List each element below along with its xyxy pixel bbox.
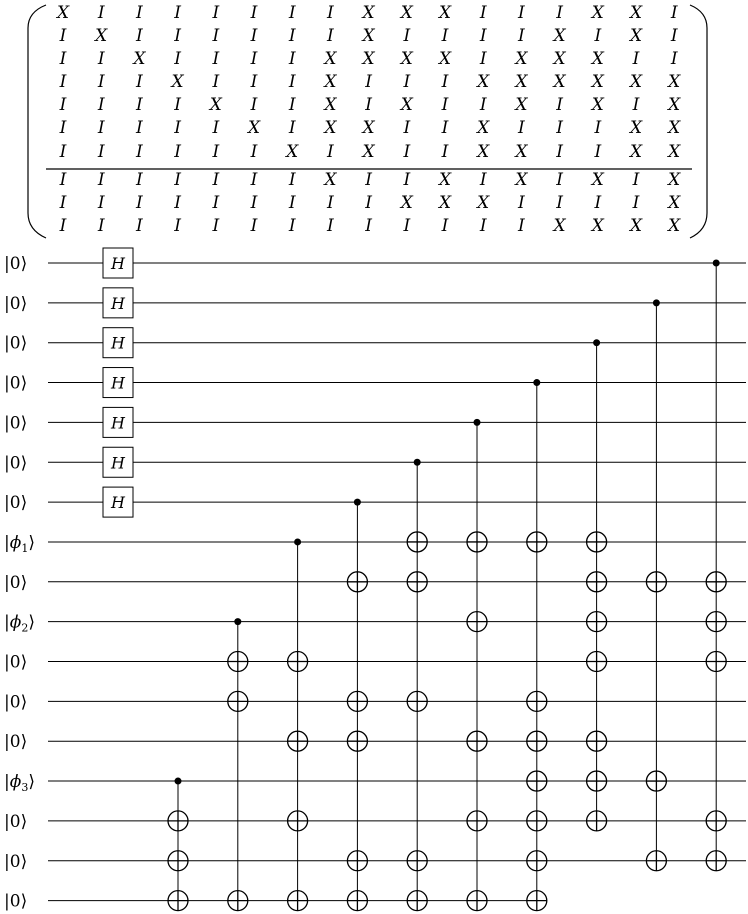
matrix-entry: I	[327, 193, 334, 213]
target-xor	[527, 691, 547, 711]
matrix-entry: I	[288, 3, 296, 23]
matrix-entry: I	[441, 95, 449, 115]
cnot-column	[646, 299, 666, 870]
matrix-entry: I	[594, 118, 602, 138]
matrix-entry: X	[400, 193, 413, 213]
matrix-entry: X	[553, 49, 566, 69]
target-xor	[646, 851, 666, 871]
matrix-entry: X	[438, 170, 452, 190]
matrix-entry: X	[56, 3, 70, 23]
target-xor	[706, 652, 726, 672]
target-xor	[706, 811, 726, 831]
matrix-entry: I	[97, 216, 105, 236]
matrix-entry: I	[365, 216, 372, 236]
qubit-label: |0⟩	[4, 732, 28, 753]
matrix-entry: I	[403, 216, 411, 236]
target-xor	[347, 691, 367, 711]
matrix-entry: I	[403, 142, 411, 162]
matrix-entry: I	[288, 170, 296, 190]
matrix-entry: I	[212, 72, 220, 92]
matrix-entry: I	[212, 170, 220, 190]
qubit-label: |0⟩	[4, 493, 28, 514]
target-xor	[228, 652, 248, 672]
matrix-entry: I	[441, 118, 449, 138]
matrix-entry: I	[479, 170, 487, 190]
svg-text:H: H	[111, 254, 125, 273]
matrix-entry: I	[136, 95, 143, 115]
matrix-entry: I	[174, 142, 181, 162]
matrix-entry: X	[515, 142, 528, 162]
matrix-entry: X	[133, 49, 146, 69]
matrix-entry: X	[668, 193, 681, 213]
matrix-entry: I	[136, 216, 143, 236]
matrix-entry: X	[668, 170, 681, 190]
target-xor	[407, 851, 427, 871]
matrix-entry: I	[136, 72, 143, 92]
matrix-entry: X	[247, 118, 261, 138]
matrix-entry: I	[59, 26, 67, 46]
matrix-entry: I	[59, 49, 67, 69]
matrix-entry: I	[250, 3, 258, 23]
matrix-entry: X	[553, 216, 566, 236]
matrix-entry: I	[250, 216, 258, 236]
matrix-entry: I	[518, 193, 525, 213]
matrix-entry: I	[327, 216, 334, 236]
target-xor	[288, 731, 308, 751]
matrix-entry: I	[59, 170, 67, 190]
target-xor	[407, 532, 427, 552]
target-xor	[168, 811, 188, 831]
qubit-label: $|\phi_1⟩$	[4, 532, 35, 555]
control-dot	[414, 459, 421, 466]
matrix-entry: X	[515, 72, 528, 92]
matrix-entry: X	[362, 142, 375, 162]
matrix-entry: I	[518, 3, 525, 23]
matrix-entry: X	[324, 118, 337, 138]
target-xor	[587, 731, 607, 751]
qubit-label: |0⟩	[4, 333, 28, 354]
matrix-entry: I	[136, 193, 143, 213]
matrix-entry: I	[174, 49, 181, 69]
matrix-entry: X	[438, 49, 452, 69]
matrix-entry: I	[518, 118, 525, 138]
cnot-column	[288, 538, 308, 910]
matrix-left-parenthesis	[28, 5, 46, 238]
matrix-entry: I	[59, 72, 67, 92]
qubit-label: |0⟩	[4, 413, 28, 434]
qubit-label: |0⟩	[4, 293, 28, 314]
matrix-entry: I	[288, 26, 296, 46]
target-xor	[168, 891, 188, 911]
matrix-entry: I	[59, 216, 67, 236]
svg-text:H: H	[111, 333, 125, 353]
qubit-label: $|\phi_3⟩$	[4, 772, 35, 795]
target-xor	[467, 532, 487, 552]
matrix-entry: I	[59, 193, 67, 213]
target-xor	[527, 891, 547, 911]
svg-text:H: H	[111, 293, 125, 313]
matrix-entry: X	[591, 170, 604, 190]
matrix-entry: X	[629, 26, 643, 46]
target-xor	[347, 851, 367, 871]
target-xor	[527, 771, 547, 791]
matrix-entry: I	[59, 142, 67, 162]
matrix-entry: X	[324, 49, 337, 69]
matrix-entry: I	[479, 49, 487, 69]
hadamard-gate	[103, 248, 133, 278]
hadamard-gate	[103, 447, 133, 477]
matrix-entry: X	[668, 72, 681, 92]
matrix-entry: X	[477, 193, 490, 213]
hadamard-gate	[103, 407, 133, 437]
matrix-entry: I	[441, 142, 449, 162]
matrix-entry: I	[632, 193, 640, 213]
matrix-entry: X	[668, 142, 681, 162]
matrix-entry: I	[594, 142, 602, 162]
target-xor	[467, 731, 487, 751]
control-dot	[653, 299, 660, 306]
matrix-entry: X	[362, 118, 375, 138]
matrix-entry: I	[136, 26, 143, 46]
target-xor	[527, 532, 547, 552]
matrix-entry: I	[174, 216, 181, 236]
target-xor	[587, 572, 607, 592]
matrix-entry: X	[324, 95, 337, 115]
target-xor	[646, 572, 666, 592]
qubit-label: |0⟩	[4, 453, 28, 474]
matrix-entry: I	[250, 142, 258, 162]
matrix-entry: I	[97, 49, 105, 69]
matrix-entry: I	[212, 49, 220, 69]
matrix-entry: I	[632, 95, 640, 115]
matrix-entry: I	[288, 72, 296, 92]
control-dot	[533, 379, 540, 386]
matrix-entry: X	[400, 3, 413, 23]
qubit-label: |0⟩	[4, 254, 28, 274]
matrix-entry: I	[250, 95, 258, 115]
matrix-entry: X	[591, 216, 604, 236]
matrix-entry: I	[403, 26, 411, 46]
matrix-entry: I	[670, 3, 678, 23]
matrix-entry: X	[591, 72, 604, 92]
matrix-entry: I	[556, 170, 563, 190]
target-xor	[467, 612, 487, 632]
svg-text:H: H	[111, 413, 125, 433]
matrix-entry: I	[136, 142, 143, 162]
matrix-entry: I	[632, 170, 640, 190]
matrix-entry: X	[477, 142, 490, 162]
matrix-entry: I	[556, 3, 563, 23]
circuit-gates	[103, 248, 726, 911]
matrix-entry: X	[629, 216, 643, 236]
target-xor	[168, 851, 188, 871]
matrix-entry: X	[362, 49, 375, 69]
qubit-label: $|\phi_2⟩$	[4, 612, 35, 635]
matrix-entry: I	[288, 49, 296, 69]
matrix-entry: X	[438, 3, 452, 23]
matrix-entry: X	[629, 142, 643, 162]
matrix-entry: X	[515, 170, 528, 190]
matrix-entry: I	[174, 193, 181, 213]
matrix-entry: I	[632, 49, 640, 69]
matrix-entry: I	[365, 72, 372, 92]
matrix-entry: I	[250, 193, 258, 213]
matrix-entry: X	[515, 95, 528, 115]
matrix-entry: X	[629, 3, 643, 23]
matrix-entry: X	[400, 49, 413, 69]
control-dot	[354, 499, 361, 506]
matrix-entry: I	[97, 3, 105, 23]
target-xor	[467, 811, 487, 831]
matrix-entry: I	[212, 118, 220, 138]
cnot-column	[587, 339, 607, 831]
matrix-entry: I	[594, 193, 602, 213]
target-xor	[527, 811, 547, 831]
matrix-entry: I	[556, 118, 563, 138]
matrix-entry: I	[327, 26, 334, 46]
qubit-label: |0⟩	[4, 811, 28, 832]
cnot-column	[706, 260, 726, 871]
matrix-entry: I	[97, 118, 105, 138]
qubit-label: |0⟩	[4, 851, 28, 872]
matrix-entry: I	[365, 95, 372, 115]
matrix-entry: I	[288, 193, 296, 213]
matrix-entry: I	[403, 170, 411, 190]
matrix-entry: X	[362, 3, 375, 23]
matrix-entry: I	[518, 26, 525, 46]
matrix-entry: I	[136, 170, 143, 190]
matrix-entry: I	[136, 3, 143, 23]
matrix-entry: I	[250, 26, 258, 46]
matrix-entry: I	[288, 118, 296, 138]
target-xor	[706, 612, 726, 632]
target-xor	[407, 691, 427, 711]
cnot-column	[527, 379, 547, 911]
matrix-entry: I	[441, 72, 449, 92]
matrix-entry: I	[212, 3, 220, 23]
target-xor	[706, 851, 726, 871]
matrix-entry: I	[556, 95, 563, 115]
cnot-column	[228, 618, 248, 910]
matrix-entry: X	[629, 118, 643, 138]
target-xor	[347, 891, 367, 911]
matrix-entry: I	[441, 26, 449, 46]
cnot-column	[168, 778, 188, 911]
matrix-entry: I	[136, 118, 143, 138]
matrix-entry: I	[403, 118, 411, 138]
matrix-entry: I	[479, 216, 487, 236]
target-xor	[527, 731, 547, 751]
matrix-entry: I	[365, 193, 372, 213]
matrix-entry: I	[327, 3, 334, 23]
matrix-entry: X	[477, 118, 490, 138]
matrix-entry: I	[670, 49, 678, 69]
target-xor	[288, 891, 308, 911]
matrix-right-parenthesis	[690, 5, 707, 238]
matrix-entry: I	[250, 49, 258, 69]
matrix-entry: I	[97, 95, 105, 115]
control-dot	[294, 538, 301, 545]
target-xor	[288, 811, 308, 831]
matrix-entry: I	[212, 142, 220, 162]
svg-text:H: H	[111, 493, 125, 513]
matrix-entry: X	[629, 72, 643, 92]
qubit-label: |0⟩	[4, 572, 28, 593]
matrix-entry: I	[479, 26, 487, 46]
matrix-entry: X	[324, 72, 337, 92]
matrix-entry: I	[479, 95, 487, 115]
matrix-entry: X	[438, 193, 452, 213]
qubit-wires	[48, 263, 746, 901]
target-xor	[407, 572, 427, 592]
qubit-labels	[4, 254, 35, 912]
matrix-entry: X	[209, 95, 222, 115]
matrix-entry: X	[553, 26, 566, 46]
control-dot	[713, 260, 720, 267]
matrix-entry: X	[515, 49, 528, 69]
matrix-entry: I	[518, 216, 525, 236]
target-xor	[587, 612, 607, 632]
matrix-entry: I	[365, 170, 372, 190]
target-xor	[527, 851, 547, 871]
matrix-entry: X	[668, 216, 681, 236]
matrix-entry: X	[553, 72, 566, 92]
target-xor	[587, 811, 607, 831]
control-dot	[234, 618, 241, 625]
matrix-entry: X	[591, 3, 604, 23]
target-xor	[646, 771, 666, 791]
matrix-entry: X	[95, 26, 108, 46]
control-dot	[474, 419, 481, 426]
matrix-entry: X	[324, 170, 337, 190]
matrix-entry: X	[362, 26, 375, 46]
svg-text:H: H	[111, 453, 125, 473]
matrix-entry: I	[288, 95, 296, 115]
hadamard-gate	[103, 328, 133, 358]
matrix-entry: I	[97, 72, 105, 92]
target-xor	[407, 891, 427, 911]
qubit-label: |0⟩	[4, 373, 28, 394]
target-xor	[347, 731, 367, 751]
matrix-entry: X	[668, 95, 681, 115]
matrix-entry: I	[556, 193, 563, 213]
matrix-entry: I	[174, 95, 181, 115]
matrix-entry: I	[288, 216, 296, 236]
matrix-entry: I	[594, 26, 602, 46]
matrix-entry: I	[174, 26, 181, 46]
matrix-entry: I	[327, 142, 334, 162]
cnot-column	[407, 459, 427, 911]
matrix-entry: I	[174, 118, 181, 138]
matrix-entry: I	[97, 170, 105, 190]
matrix-entry: I	[403, 72, 411, 92]
control-dot	[175, 778, 182, 785]
hadamard-gate	[103, 288, 133, 318]
matrix-entry: X	[400, 95, 413, 115]
matrix-entry: X	[477, 72, 490, 92]
target-xor	[288, 652, 308, 672]
matrix-entry: I	[212, 193, 220, 213]
matrix-entry: X	[591, 95, 604, 115]
matrix-entry: I	[97, 142, 105, 162]
matrix-entry: I	[479, 3, 487, 23]
target-xor	[467, 891, 487, 911]
svg-text:H: H	[111, 373, 125, 393]
matrix-entry: I	[250, 170, 258, 190]
matrix-entry: I	[174, 170, 181, 190]
target-xor	[587, 532, 607, 552]
target-xor	[228, 891, 248, 911]
matrix-entry: I	[59, 95, 67, 115]
cnot-column	[347, 499, 367, 911]
target-xor	[347, 572, 367, 592]
target-xor	[706, 572, 726, 592]
qubit-label: |0⟩	[4, 692, 28, 713]
hadamard-gate	[103, 487, 133, 517]
matrix-entry: I	[212, 26, 220, 46]
matrix-entry: I	[441, 216, 449, 236]
matrix-entry: I	[212, 216, 220, 236]
qubit-label: |0⟩	[4, 652, 28, 673]
stabilizer-matrix	[28, 3, 707, 238]
cnot-column	[467, 419, 487, 911]
target-xor	[587, 771, 607, 791]
control-dot	[593, 339, 600, 346]
hadamard-gate	[103, 368, 133, 398]
target-xor	[228, 691, 248, 711]
matrix-entry: I	[59, 118, 67, 138]
matrix-entry: I	[97, 193, 105, 213]
matrix-entry: X	[668, 118, 681, 138]
matrix-entry: I	[556, 142, 563, 162]
matrix-entry: I	[250, 72, 258, 92]
matrix-entry: X	[591, 49, 604, 69]
qubit-label: |0⟩	[4, 891, 28, 912]
matrix-entry: X	[286, 142, 299, 162]
target-xor	[587, 652, 607, 672]
matrix-entry: X	[171, 72, 184, 92]
matrix-entry: I	[174, 3, 181, 23]
matrix-entry: I	[670, 26, 678, 46]
